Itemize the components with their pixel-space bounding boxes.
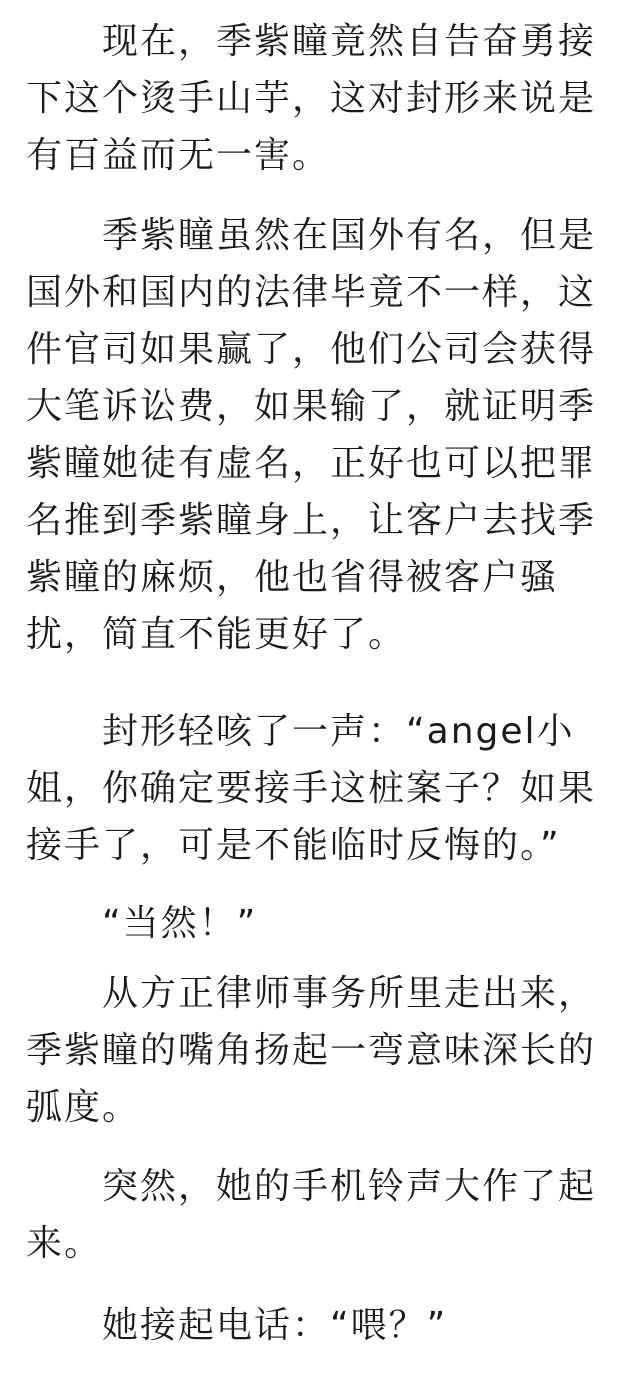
paragraph: 突然，她的手机铃声大作了起来。: [26, 1166, 597, 1264]
paragraph: 她接起电话：“喂？”: [102, 1305, 448, 1346]
paragraph: “当然！”: [102, 903, 258, 944]
paragraph: 封形轻咳了一声：“angel小姐，你确定要接手这桩案子？如果接手了，可是不能临时反悔的。”: [26, 711, 597, 866]
paragraph: 现在，季紫瞳竟然自告奋勇接下这个烫手山芋，这对封形来说是有百益而无一害。: [26, 21, 597, 176]
paragraph: 季紫瞳虽然在国外有名，但是国外和国内的法律毕竟不一样，这件官司如果赢了，他们公司会获得大笔诉讼费，如果输了，就证明季紫瞳她徒有虚名，正好也可以把罪名推到季紫瞳身上，让客户去找季紫瞳的麻烦，他也省得被客户骚扰，简直不能更好了。: [26, 215, 597, 655]
paragraph: 从方正律师事务所里走出来，季紫瞳的嘴角扬起一弯意味深长的弧度。: [26, 973, 597, 1128]
